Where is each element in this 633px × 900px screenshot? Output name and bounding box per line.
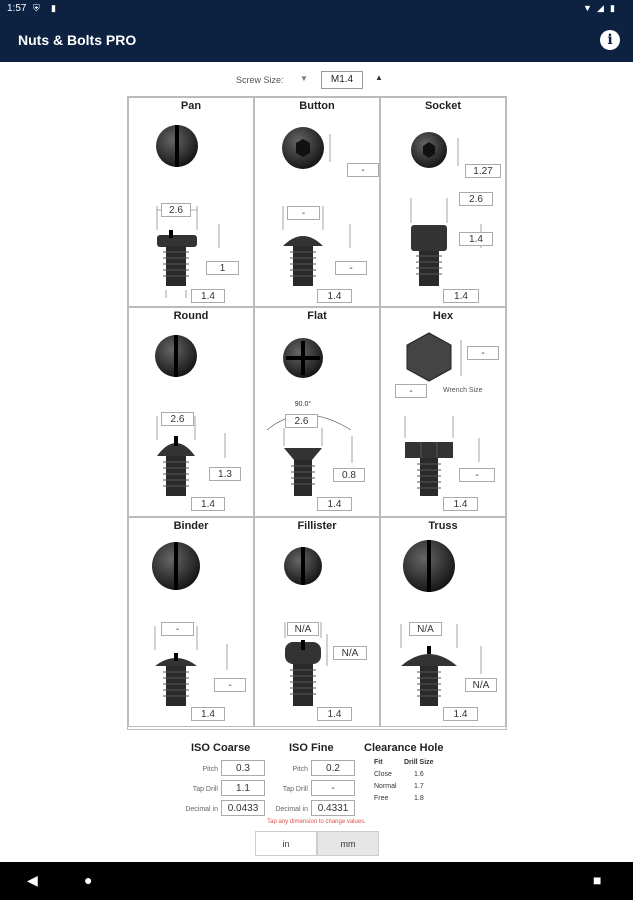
clearance-fit: Normal (374, 783, 397, 790)
head-diameter-field[interactable]: - (161, 622, 194, 636)
coarse-decimal-field[interactable]: 0.0433 (221, 800, 265, 816)
coarse-pitch-label: Pitch (202, 766, 218, 773)
head-name: Binder (173, 520, 209, 532)
screw-size-label: Screw Size: (236, 75, 284, 85)
cell-fillister[interactable] (254, 517, 380, 727)
head-name: Truss (428, 520, 458, 532)
wifi-icon: ▼ (583, 3, 592, 13)
thread-diameter-field[interactable]: 1.4 (191, 289, 225, 303)
pan-screw-drawing (129, 98, 255, 308)
clearance-hole-title: Clearance Hole (364, 742, 444, 754)
angle-label[interactable]: 90.0° (289, 398, 317, 412)
wrench-size-label: Wrench Size (443, 387, 483, 394)
clearance-drill-header: Drill Size (404, 759, 434, 766)
thread-diameter-field[interactable]: 1.4 (191, 707, 225, 721)
head-height-field[interactable]: 0.8 (333, 468, 365, 482)
wrench-size-field[interactable]: - (395, 384, 427, 398)
socket-diameter-field[interactable]: 1.27 (465, 164, 501, 178)
head-height-field[interactable]: N/A (333, 646, 367, 660)
coarse-decimal-label: Decimal in (185, 806, 218, 813)
head-diameter-field[interactable]: 2.6 (459, 192, 493, 206)
sd-card-icon: ▮ (51, 3, 56, 13)
head-diameter-field[interactable]: 2.6 (161, 203, 191, 217)
fine-decimal-field[interactable]: 0.4331 (311, 800, 355, 816)
head-height-field[interactable]: 1.3 (209, 467, 241, 481)
clearance-fit-header: Fit (374, 759, 383, 766)
back-icon[interactable]: ◀ (27, 872, 38, 888)
head-name: Button (299, 100, 335, 112)
screw-size-value[interactable]: M1.4 (321, 71, 363, 89)
head-name: Round (173, 310, 209, 322)
head-height-field[interactable]: - (214, 678, 246, 692)
fine-tap-drill-label: Tap Drill (282, 786, 308, 793)
truss-screw-drawing (381, 518, 507, 728)
chevron-up-icon[interactable]: ▲ (375, 73, 383, 82)
fine-tap-drill-field[interactable]: - (311, 780, 355, 796)
thread-diameter-field[interactable]: 1.4 (317, 289, 352, 303)
head-diameter-field[interactable]: 2.6 (285, 414, 318, 428)
thread-data-section (0, 740, 633, 860)
cell-pan[interactable] (128, 97, 254, 307)
screw-head-grid (127, 96, 507, 730)
head-height-field[interactable]: - (459, 468, 495, 482)
head-height-field[interactable]: - (335, 261, 367, 275)
navigation-bar (0, 862, 633, 900)
thread-diameter-field[interactable]: 1.4 (443, 289, 479, 303)
across-corners-field[interactable]: - (467, 346, 499, 360)
hex-screw-drawing (381, 308, 507, 518)
dropdown-arrow-icon[interactable]: ▼ (300, 74, 308, 83)
head-name: Pan (180, 100, 202, 112)
cell-truss[interactable] (380, 517, 506, 727)
button-screw-drawing (255, 98, 381, 308)
head-diameter-field[interactable]: N/A (287, 622, 319, 636)
head-name: Flat (307, 310, 327, 322)
recents-icon[interactable]: ■ (593, 872, 602, 888)
battery-icon: ▮ (610, 3, 615, 13)
screw-size-selector (0, 70, 633, 90)
thread-diameter-field[interactable]: 1.4 (443, 497, 478, 511)
unit-in-button[interactable]: in (255, 831, 317, 856)
head-diameter-field[interactable]: - (287, 206, 320, 220)
coarse-tap-drill-label: Tap Drill (192, 786, 218, 793)
cell-button[interactable] (254, 97, 380, 307)
cell-socket[interactable] (380, 97, 506, 307)
cell-round[interactable] (128, 307, 254, 517)
clearance-size: 1.7 (414, 783, 424, 790)
cell-flat[interactable] (254, 307, 380, 517)
thread-diameter-field[interactable]: 1.4 (191, 497, 225, 511)
hint-text: Tap any dimension to change values. (267, 819, 366, 825)
clearance-size: 1.8 (414, 795, 424, 802)
head-name: Fillister (297, 520, 337, 532)
unit-mm-button[interactable]: mm (317, 831, 379, 856)
head-name: Hex (432, 310, 454, 322)
cell-hex[interactable] (380, 307, 506, 517)
clearance-fit: Close (374, 771, 392, 778)
app-title: Nuts & Bolts PRO (18, 32, 137, 48)
fine-pitch-field[interactable]: 0.2 (311, 760, 355, 776)
signal-icon: ◢ (597, 3, 604, 13)
status-bar (0, 0, 633, 18)
iso-fine-title: ISO Fine (289, 742, 334, 754)
head-height-field[interactable]: 1 (206, 261, 239, 275)
thread-diameter-field[interactable]: 1.4 (443, 707, 478, 721)
home-icon[interactable]: ● (84, 872, 93, 888)
app-bar (0, 18, 633, 62)
fine-pitch-label: Pitch (292, 766, 308, 773)
head-diameter-field[interactable]: 2.6 (161, 412, 194, 426)
head-height-field[interactable]: N/A (465, 678, 497, 692)
cell-binder[interactable] (128, 517, 254, 727)
shield-icon: ⛨ (33, 3, 40, 13)
head-diameter-field[interactable]: N/A (409, 622, 442, 636)
flat-screw-drawing (255, 308, 381, 518)
fine-decimal-label: Decimal in (275, 806, 308, 813)
thread-diameter-field[interactable]: 1.4 (317, 497, 352, 511)
status-time: 1:57 (7, 3, 27, 14)
head-name: Socket (424, 100, 462, 112)
coarse-pitch-field[interactable]: 0.3 (221, 760, 265, 776)
clearance-fit: Free (374, 795, 389, 802)
coarse-tap-drill-field[interactable]: 1.1 (221, 780, 265, 796)
head-height-field[interactable]: 1.4 (459, 232, 493, 246)
clearance-size: 1.6 (414, 771, 424, 778)
info-icon[interactable]: i (600, 30, 620, 50)
iso-coarse-title: ISO Coarse (191, 742, 251, 754)
thread-diameter-field[interactable]: 1.4 (317, 707, 352, 721)
head-height-field[interactable]: - (347, 163, 379, 177)
